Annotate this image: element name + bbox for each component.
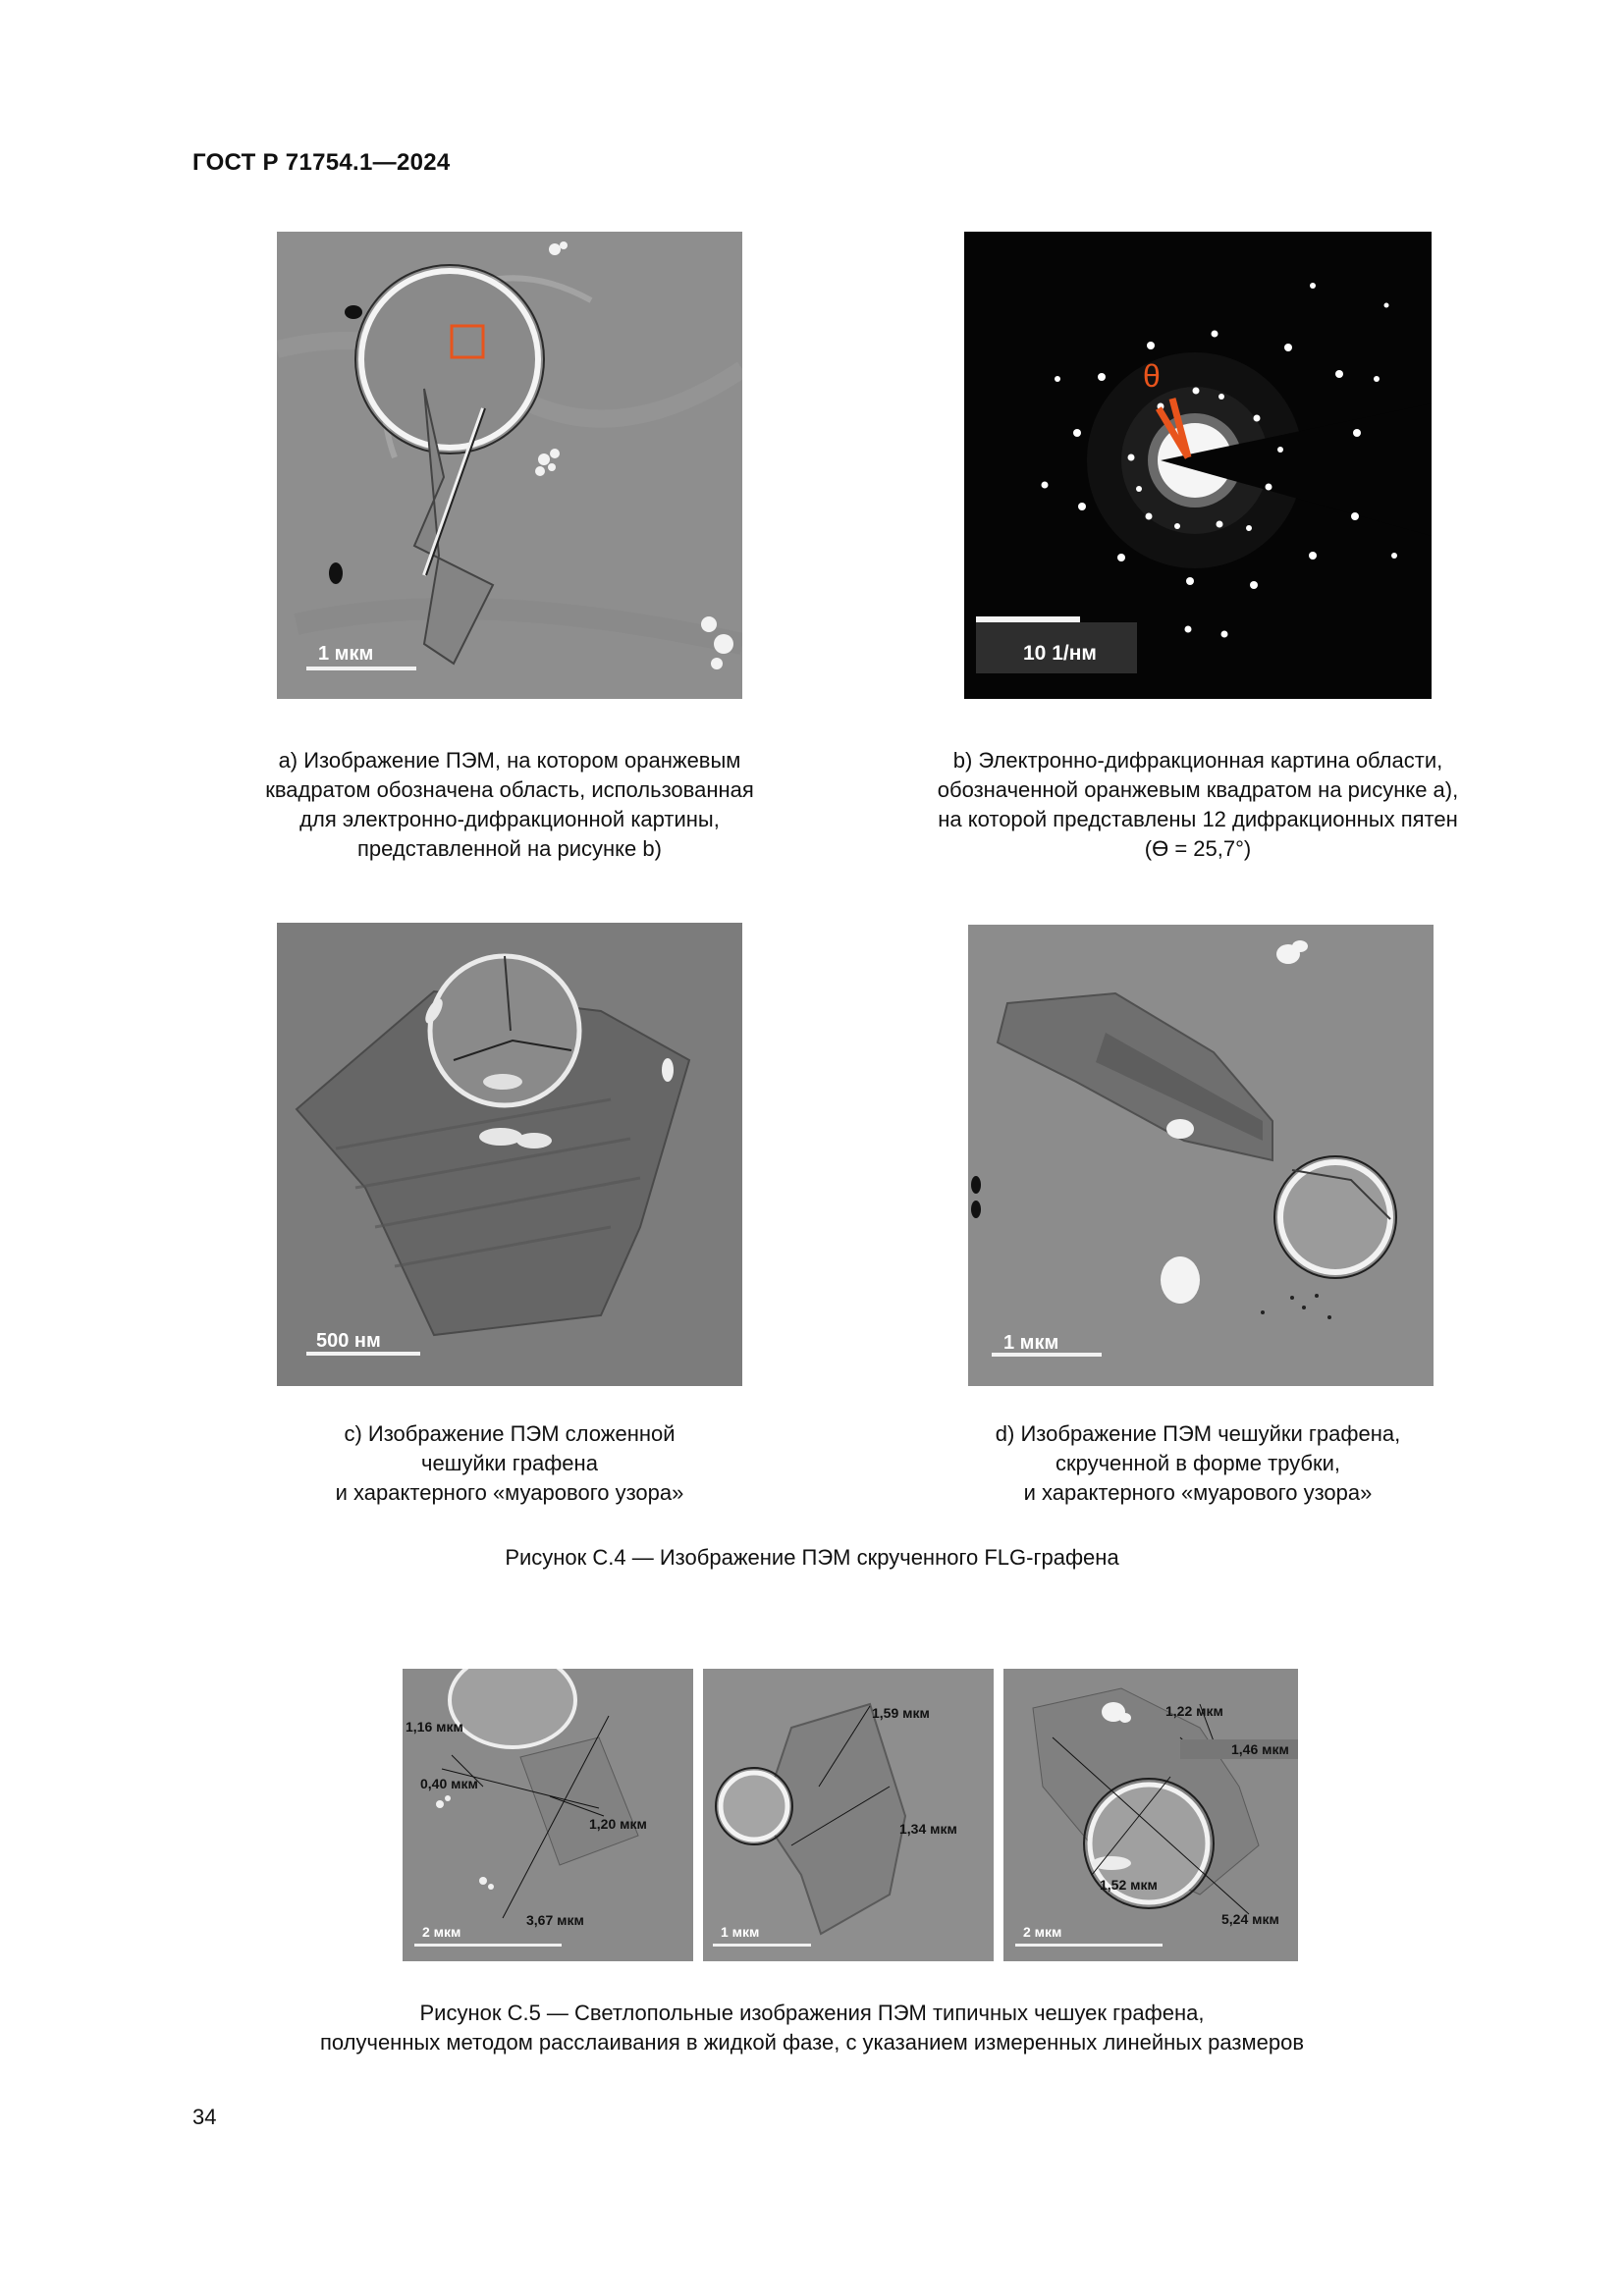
tem-image-c5-1 (403, 1669, 693, 1961)
measurement-label: 1,16 мкм (406, 1719, 463, 1735)
tem-image-c5-2 (703, 1669, 994, 1961)
measurement-label: 1,52 мкм (1100, 1877, 1158, 1893)
measurement-label: 1,59 мкм (872, 1705, 930, 1721)
scale-bar-label-c5-1: 2 мкм (422, 1924, 461, 1940)
measurement-label: 1,46 мкм (1231, 1741, 1289, 1757)
tem-image-c5-3 (1003, 1669, 1298, 1961)
caption-a: a) Изображение ПЭМ, на котором оранжевым квадратом обозначена область, использованная для электронно-дифракционной картины, представленной на рисунке b) (265, 748, 754, 861)
figure-c4-title: Рисунок С.4 — Изображение ПЭМ скрученного FLG-графена (505, 1545, 1119, 1570)
scale-bar-label-c5-3: 2 мкм (1023, 1924, 1062, 1940)
tem-image-d (968, 925, 1434, 1386)
tem-image-c (277, 923, 742, 1386)
scale-bar-label-c5-2: 1 мкм (721, 1924, 760, 1940)
caption-d: d) Изображение ПЭМ чешуйки графена, скрученной в форме трубки, и характерного «муарового узора» (995, 1421, 1401, 1505)
measurement-label: 0,40 мкм (420, 1776, 478, 1791)
measurement-label: 1,22 мкм (1165, 1703, 1223, 1719)
caption-c: c) Изображение ПЭМ сложенной чешуйки графена и характерного «муарового узора» (335, 1421, 684, 1505)
scale-bar-label-b: 10 1/нм (1023, 642, 1097, 665)
theta-angle-label: θ (1143, 358, 1161, 394)
measurement-label: 5,24 мкм (1221, 1911, 1279, 1927)
diffraction-image-b (964, 232, 1432, 699)
scale-bar-label-a: 1 мкм (318, 643, 374, 665)
figure-c5-title: Рисунок С.5 — Светлопольные изображения ПЭМ типичных чешуек графена, полученных методом расслаивания в жидкой фазе, с указанием измеренных линейных размеров (319, 2001, 1305, 2055)
tem-image-a (277, 232, 742, 699)
measurement-label: 1,20 мкм (589, 1816, 647, 1832)
measurement-label: 1,34 мкм (899, 1821, 957, 1837)
scale-bar-label-c: 500 нм (316, 1330, 381, 1352)
caption-b: b) Электронно-дифракционная картина области, обозначенной оранжевым квадратом на рисунке a), на которой представлены 12 дифракционных пятен (Ө = 25,7°) (937, 748, 1459, 861)
scale-bar-label-d: 1 мкм (1003, 1332, 1059, 1354)
measurement-label: 3,67 мкм (526, 1912, 584, 1928)
document-header: ГОСТ Р 71754.1—2024 (192, 149, 451, 176)
page-number: 34 (192, 2105, 217, 2129)
